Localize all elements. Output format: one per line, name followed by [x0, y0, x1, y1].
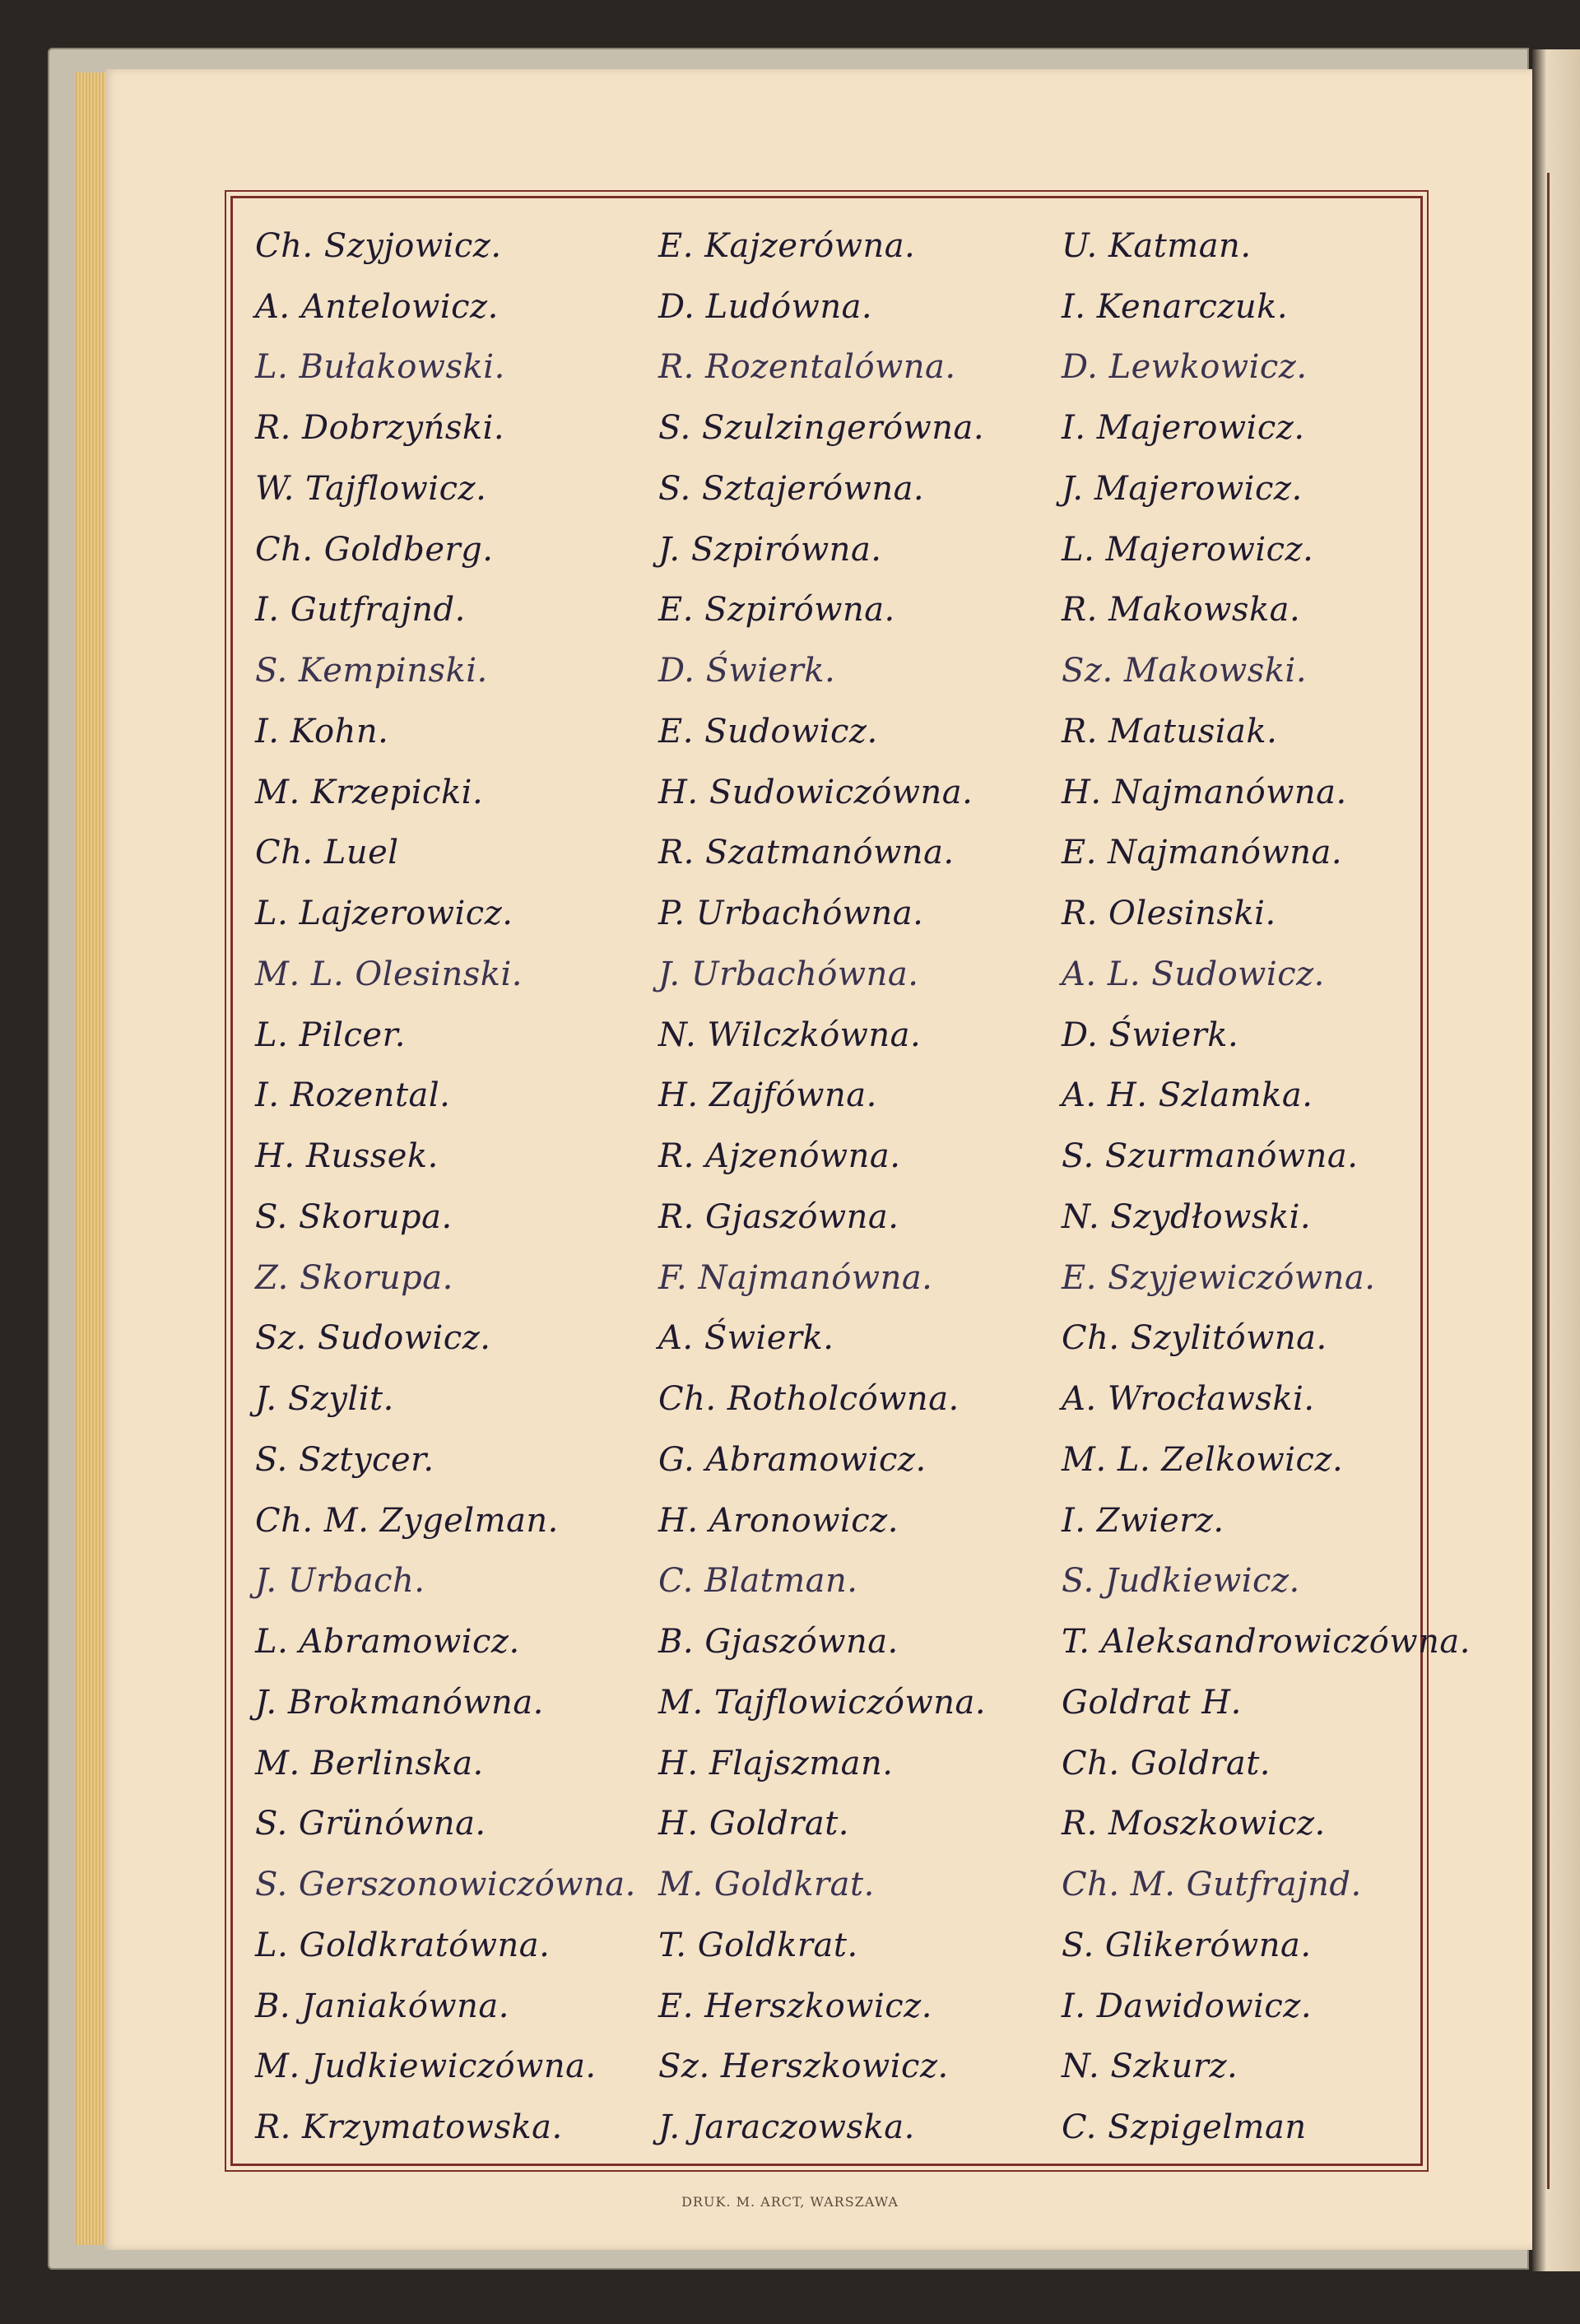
page-edges: [76, 72, 109, 2245]
signature: A. Świerk.: [658, 1319, 834, 1358]
signature: S. Sztycer.: [255, 1440, 434, 1479]
signature: Ch. Goldrat.: [1062, 1744, 1271, 1783]
signature: L. Pilcer.: [255, 1016, 407, 1054]
signature: R. Rozentalówna.: [658, 348, 956, 387]
signature: S. Glikerówna.: [1062, 1926, 1312, 1964]
signature: M. Tajflowiczówna.: [658, 1683, 987, 1722]
signature: J. Urbachówna.: [658, 955, 919, 993]
signature: R. Szatmanówna.: [658, 834, 955, 872]
signature: S. Grünówna.: [255, 1805, 486, 1843]
signature: I. Majerowicz.: [1062, 409, 1305, 448]
signature: S. Skorupa.: [255, 1197, 453, 1236]
signature: J. Jaraczowska.: [658, 2108, 915, 2147]
signature: S. Judkiewicz.: [1062, 1562, 1300, 1601]
signature: H. Flajszman.: [658, 1744, 894, 1783]
signature: M. L. Olesinski.: [255, 955, 523, 993]
signature: Ch. M. Zygelman.: [255, 1501, 559, 1540]
signature: T. Aleksandrowiczówna.: [1062, 1623, 1471, 1662]
signature: Ch. Luel: [255, 834, 399, 872]
signature: Z. Skorupa.: [255, 1258, 453, 1297]
signature: E. Kajzerówna.: [658, 226, 916, 265]
signature: P. Urbachówna.: [658, 895, 924, 933]
signature: M. L. Zelkowicz.: [1062, 1440, 1344, 1479]
signature: Goldrat H.: [1062, 1683, 1242, 1722]
signature: G. Abramowicz.: [658, 1440, 927, 1479]
signature: H. Goldrat.: [658, 1805, 850, 1843]
signature: R. Ajzenówna.: [658, 1137, 901, 1176]
signature: M. Judkiewiczówna.: [255, 2047, 597, 2086]
signature: H. Zajfówna.: [658, 1076, 877, 1115]
signature: H. Najmanówna.: [1062, 773, 1347, 811]
signature: J. Majerowicz.: [1062, 469, 1303, 508]
signature: U. Katman.: [1062, 226, 1252, 265]
signature: C. Blatman.: [658, 1562, 858, 1601]
signature: I. Gutfrajnd.: [255, 591, 466, 630]
signature: N. Szydłowski.: [1062, 1197, 1312, 1236]
signature: J. Urbach.: [255, 1562, 425, 1601]
signature: Sz. Sudowicz.: [255, 1319, 491, 1358]
signature: L. Lajzerowicz.: [255, 895, 514, 933]
signature: B. Janiakówna.: [255, 1987, 509, 2025]
signature: S. Kempinski.: [255, 652, 488, 690]
signature: T. Goldkrat.: [658, 1926, 858, 1964]
signature: D. Lewkowicz.: [1062, 348, 1308, 387]
signature: R. Olesinski.: [1062, 895, 1276, 933]
signature: A. L. Sudowicz.: [1062, 955, 1325, 993]
signature: S. Gerszonowiczówna.: [255, 1866, 636, 1904]
signature: H. Russek.: [255, 1137, 439, 1176]
signature: D. Świerk.: [658, 652, 836, 690]
signature: Ch. M. Gutfrajnd.: [1062, 1866, 1362, 1904]
signature: L. Abramowicz.: [255, 1623, 520, 1662]
signature: E. Najmanówna.: [1062, 834, 1343, 872]
signature: Sz. Herszkowicz.: [658, 2047, 949, 2086]
signature: R. Moszkowicz.: [1062, 1805, 1326, 1843]
signature: S. Szulzingerówna.: [658, 409, 985, 448]
signature: L. Majerowicz.: [1062, 530, 1314, 569]
signature: J. Szylit.: [255, 1380, 394, 1419]
signature: C. Szpigelman: [1062, 2108, 1307, 2147]
signature: R. Matusiak.: [1062, 712, 1278, 751]
signature: I. Kohn.: [255, 712, 389, 751]
signature: D. Świerk.: [1062, 1016, 1239, 1054]
signature-grid: [239, 216, 1471, 2158]
printer-imprint: DRUK. M. ARCT, WARSZAWA: [681, 2194, 899, 2210]
signature: Ch. Szylitówna.: [1062, 1319, 1327, 1358]
signature: M. Goldkrat.: [658, 1866, 875, 1904]
signature: R. Gjaszówna.: [658, 1197, 899, 1236]
signature: A. H. Szlamka.: [1062, 1076, 1313, 1115]
signature: N. Szkurz.: [1062, 2047, 1238, 2086]
signature: S. Sztajerówna.: [658, 469, 925, 508]
signature: J. Szpirówna.: [658, 530, 882, 569]
signature: E. Szpirówna.: [658, 591, 895, 630]
signature: Ch. Goldberg.: [255, 530, 494, 569]
signature: A. Antelowicz.: [255, 287, 499, 326]
signature: Ch. Szyjowicz.: [255, 226, 502, 265]
signature: B. Gjaszówna.: [658, 1623, 899, 1662]
signature: R. Makowska.: [1062, 591, 1301, 630]
signature: I. Kenarczuk.: [1062, 287, 1289, 326]
signature: M. Berlinska.: [255, 1744, 484, 1783]
signature: Ch. Rotholcówna.: [658, 1380, 960, 1419]
signature: H. Sudowiczówna.: [658, 773, 974, 811]
signature: E. Szyjewiczówna.: [1062, 1258, 1376, 1297]
signature: H. Aronowicz.: [658, 1501, 899, 1540]
signature: L. Bułakowski.: [255, 348, 505, 387]
signature: F. Najmanówna.: [658, 1258, 933, 1297]
signature: M. Krzepicki.: [255, 773, 484, 811]
signature: R. Dobrzyński.: [255, 409, 505, 448]
signature: R. Krzymatowska.: [255, 2108, 563, 2147]
signature: S. Szurmanówna.: [1062, 1137, 1359, 1176]
signature: D. Ludówna.: [658, 287, 873, 326]
signature: A. Wrocławski.: [1062, 1380, 1315, 1419]
facing-page-strip: [1547, 173, 1580, 2189]
signature: E. Sudowicz.: [658, 712, 878, 751]
signature: L. Goldkratówna.: [255, 1926, 551, 1964]
signature: E. Herszkowicz.: [658, 1987, 932, 2025]
signature: I. Dawidowicz.: [1062, 1987, 1313, 2025]
signature: N. Wilczkówna.: [658, 1016, 922, 1054]
signature: W. Tajflowicz.: [255, 469, 487, 508]
signature: Sz. Makowski.: [1062, 652, 1308, 690]
signature: J. Brokmanówna.: [255, 1683, 544, 1722]
signature: I. Rozental.: [255, 1076, 451, 1115]
signature: I. Zwierz.: [1062, 1501, 1224, 1540]
